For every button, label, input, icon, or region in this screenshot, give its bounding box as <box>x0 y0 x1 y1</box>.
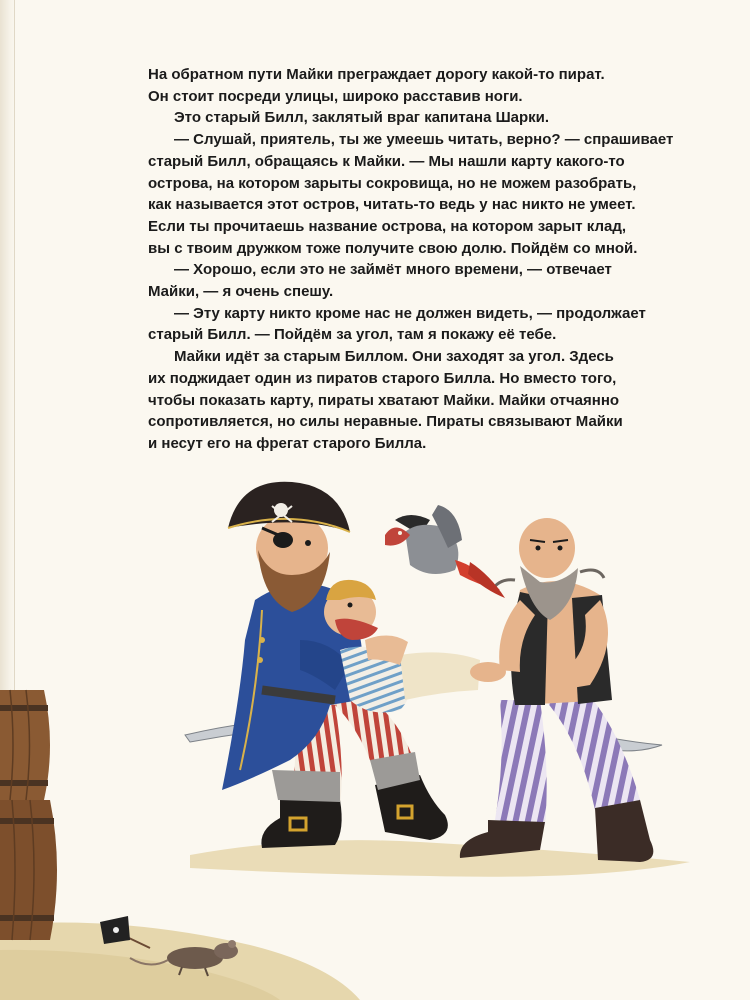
story-line: чтобы показать карту, пираты хватают Майки. Майки отчаянно <box>148 391 620 409</box>
story-line: вы с твоим дружком тоже получите свою долю. Пойдём со мной. <box>148 239 638 257</box>
story-line: — Слушай, приятель, ты же умеешь читать, верно? — спрашивает <box>174 131 674 149</box>
story-line: Майки, — я очень спешу. <box>148 283 334 301</box>
story-line: Это старый Билл, заклятый враг капитана Шарки. <box>174 109 550 127</box>
story-line: и несут его на фрегат старого Билла. <box>148 434 427 452</box>
story-line: Майки идёт за старым Биллом. Они заходят за угол. Здесь <box>174 348 614 366</box>
bald-pirate <box>460 518 662 862</box>
story-line: — Эту карту никто кроме нас не должен видеть, — продолжает <box>174 304 646 322</box>
barrels <box>0 690 57 940</box>
parrot <box>385 505 505 598</box>
story-line: — Хорошо, если это не займёт много времени, — отвечает <box>174 261 612 279</box>
story-line: как называется этот остров, читать-то ведь у нас никто не умеет. <box>148 196 636 214</box>
story-line: сопротивляется, но силы неравные. Пираты связывают Майки <box>148 413 623 431</box>
story-line: их поджидает один из пиратов старого Билла. Но вместо того, <box>148 369 617 387</box>
story-line: На обратном пути Майки преграждает дорогу какой-то пират. <box>148 66 605 83</box>
story-line: острова, на котором зарыты сокровища, но не можем разобрать, <box>148 174 637 192</box>
story-line: старый Билл. — Пойдём за угол, там я покажу её тебе. <box>148 326 557 344</box>
story-line: старый Билл, обращаясь к Майки. — Мы нашли карту какого-то <box>148 152 625 170</box>
story-line: Он стоит посреди улицы, широко расставив ноги. <box>148 87 523 105</box>
story-line: Если ты прочитаешь название острова, на котором зарыт клад, <box>148 217 627 235</box>
sand-ground <box>0 840 690 1000</box>
